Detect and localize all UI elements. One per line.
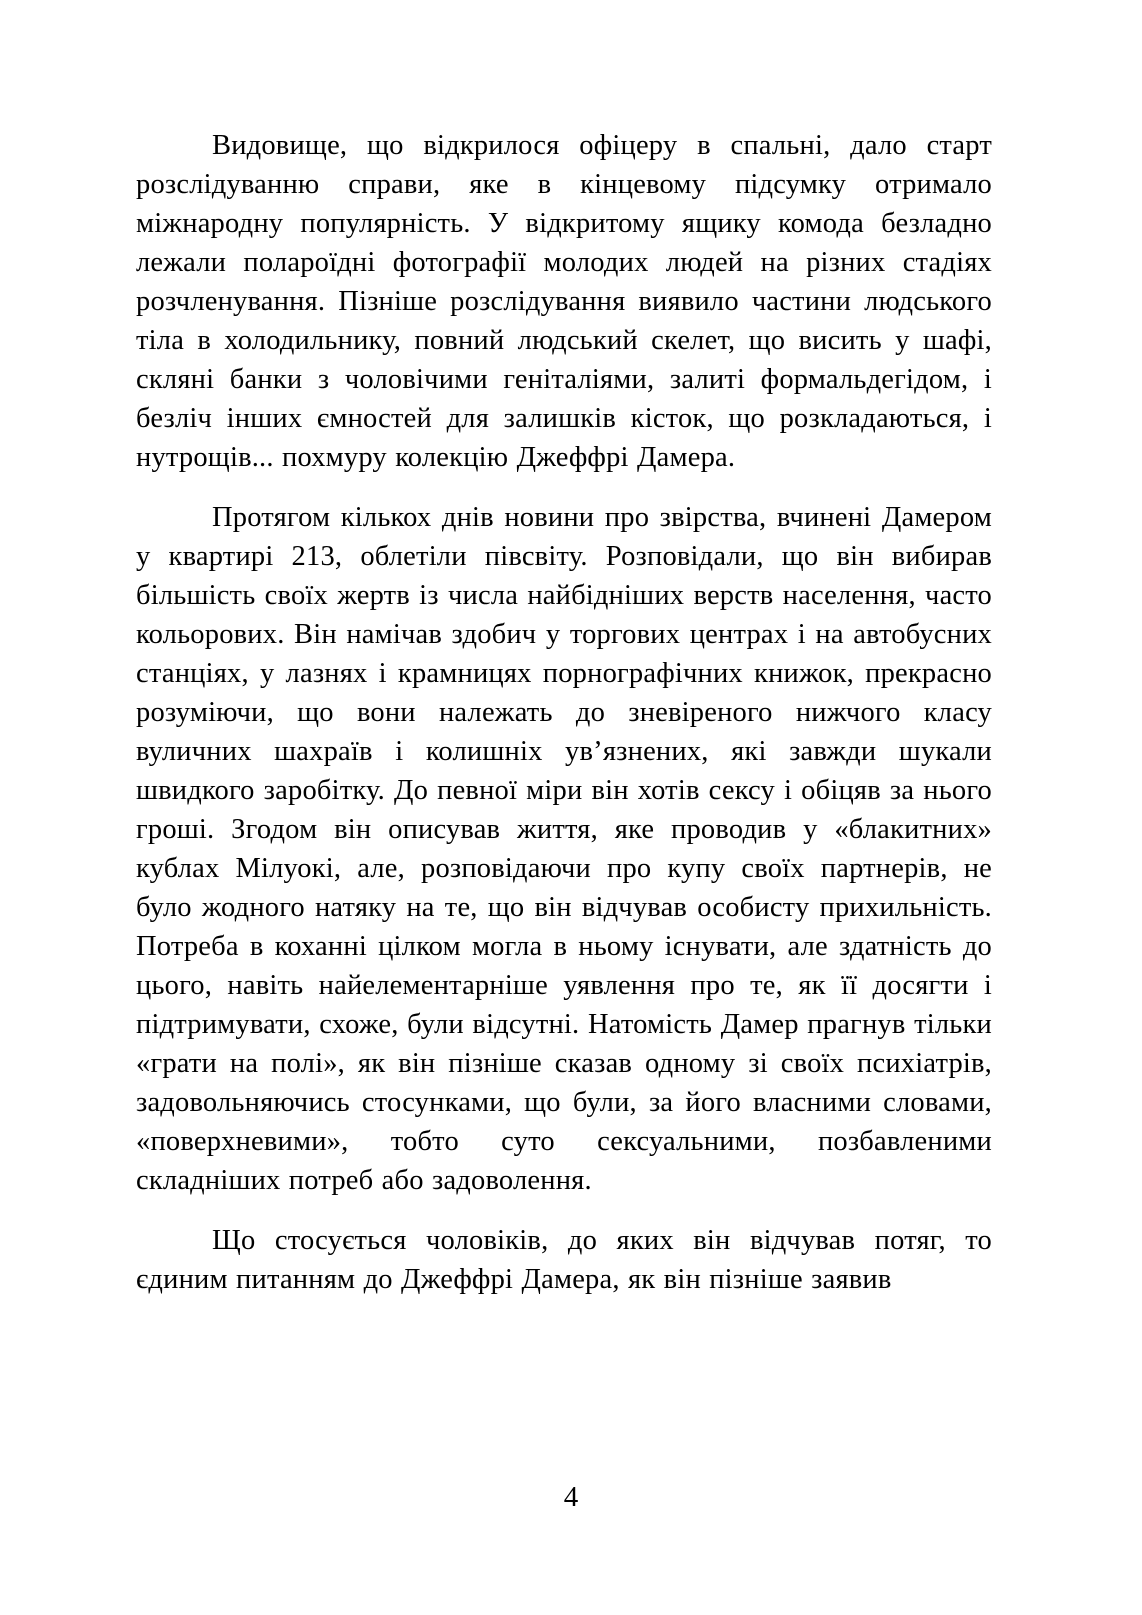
paragraph: Видовище, що відкрилося офіцеру в спальні, дало старт розслідуванню справи, яке в кінцевому підсумку отримало міжнародну популярність. У відкритому ящику комода безладно лежали полароїдні фотографії молодих людей на різних стадіях розчленування. Пізніше розслідування виявило частини людського тіла в холодильнику, повний людський скелет, що висить у шафі, скляні банки з чоловічими геніталіями, залиті формальдегідом, і безліч інших ємностей для залишків кісток, що розкладаються, і нутрощів... похмуру колекцію Джеффрі Дамера. [136,130,992,473]
paragraph: Що стосується чоловіків, до яких він відчував потяг, то єдиним питанням до Джеффрі Дамера, як він пізніше заявив [136,1225,992,1295]
text-block [136,126,992,1320]
paragraph: Протягом кількох днів новини про звірства, вчинені Дамером у квартирі 213, облетіли півсвіту. Розповідали, що він вибирав більшість своїх жертв із числа найбідніших верств населення, часто кольорових. Він намічав здобич у торгових центрах і на автобусних станціях, у лазнях і крамницях порнографічних книжок, прекрасно розуміючи, що вони належать до зневіреного нижчого класу вуличних шахраїв і колишніх ув’язнених, які завжди шукали швидкого заробітку. До певної міри він хотів сексу і обіцяв за нього гроші. Згодом він описував життя, яке проводив у «блакитних» кублах Мілуокі, але, розповідаючи про купу своїх партнерів, не було жодного натяку на те, що він відчував особисту прихильність. Потреба в коханні цілком могла в ньому існувати, але здатність до цього, навіть найелементарніше уявлення про те, як її досягти і підтримувати, схоже, були відсутні. Натомість Дамер прагнув тільки «грати на полі», як він пізніше сказав одному зі своїх психіатрів, задовольняючись стосунками, що були, за його власними словами, «поверхневими», тобто суто сексуальними, позбавленими складніших потреб або задоволення. [136,502,992,1196]
page-number: 4 [563,1481,579,1513]
